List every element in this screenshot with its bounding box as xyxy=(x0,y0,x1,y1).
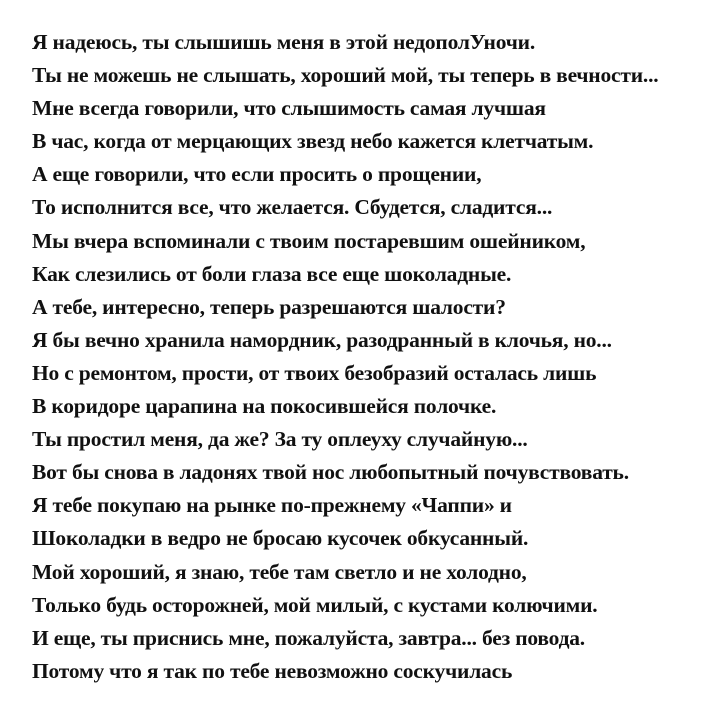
poem-line: Ты простил меня, да же? За ту оплеуху случайную... xyxy=(32,427,528,452)
poem-line: Как слезились от боли глаза все еще шоколадные. xyxy=(32,261,512,286)
poem-line: То исполнится все, что желается. Сбудется, сладится... xyxy=(32,195,553,220)
poem-line: И еще, ты приснись мне, пожалуйста, завтра... без повода. xyxy=(32,625,585,650)
poem-line: А тебе, интересно, теперь разрешаются шалости? xyxy=(32,294,506,319)
poem-line: Шоколадки в ведро не бросаю кусочек обкусанный. xyxy=(32,526,529,551)
poem-line: Потому что я так по тебе невозможно соскучилась xyxy=(32,658,513,683)
poem-line: Вот бы снова в ладонях твой нос любопытный почувствовать. xyxy=(32,460,629,485)
poem-line: В час, когда от мерцающих звезд небо кажется клетчатым. xyxy=(32,129,594,154)
poem-text xyxy=(32,26,712,688)
poem-line: Мне всегда говорили, что слышимость самая лучшая xyxy=(32,96,546,121)
poem-line: А еще говорили, что если просить о прощении, xyxy=(32,162,482,187)
poem-line: Мы вчера вспоминали с твоим постаревшим ошейником, xyxy=(32,228,586,253)
poem-line: Ты не можешь не слышать, хороший мой, ты теперь в вечности... xyxy=(32,63,659,88)
poem-line: Я тебе покупаю на рынке по-прежнему «Чаппи» и xyxy=(32,493,512,518)
poem-line: Но с ремонтом, прости, от твоих безобразий осталась лишь xyxy=(32,360,597,385)
poem-line: Мой хороший, я знаю, тебе там светло и не холодно, xyxy=(32,559,527,584)
poem-line: Только будь осторожней, мой милый, с кустами колючими. xyxy=(32,592,598,617)
poem-line: В коридоре царапина на покосившейся полочке. xyxy=(32,394,497,419)
poem-line: Я надеюсь, ты слышишь меня в этой недополУночи. xyxy=(32,30,536,54)
poem-line: Я бы вечно хранила намордник, разодранный в клочья, но... xyxy=(32,327,612,352)
